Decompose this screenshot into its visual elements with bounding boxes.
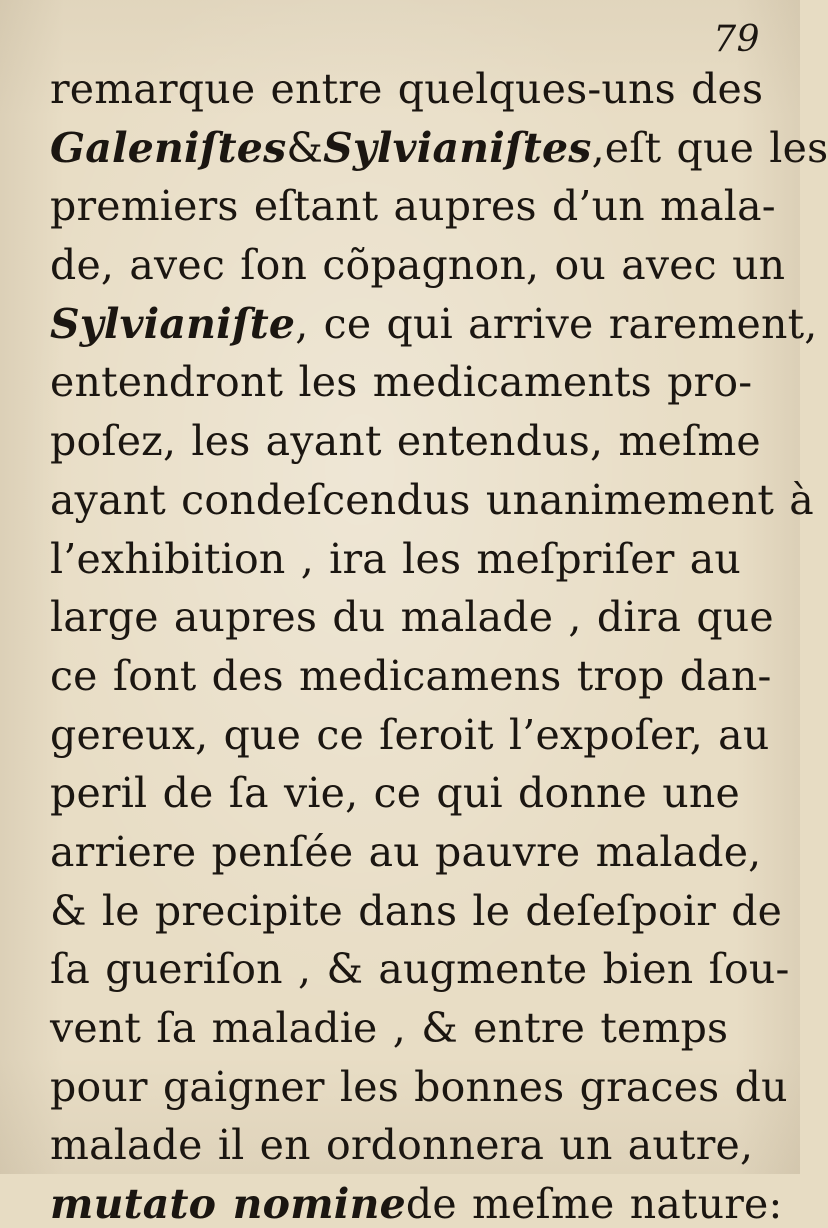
line-17-text: vent ſa maladie , & entre temps — [50, 1004, 729, 1052]
line-1-text: remarque entre quelques-uns des — [50, 65, 764, 113]
text-line-7 — [50, 417, 761, 466]
line-11-text: ce ſont des medicamens trop dan- — [50, 651, 772, 700]
text-line-12 — [50, 710, 770, 759]
text-line-15 — [50, 886, 783, 935]
line-6-text: entendront les medicaments pro- — [50, 358, 753, 407]
line-4-text: de, avec ſon cõpagnon, ou avec un — [50, 241, 786, 290]
line-7-text: poſez, les ayant entendus, meſme — [50, 417, 761, 466]
text-line-18 — [50, 1062, 788, 1111]
text-line-17 — [50, 1005, 758, 1052]
line-10-text: large aupres du malade , dira que — [50, 593, 774, 642]
text-line-3 — [50, 182, 776, 231]
italic-mutato-nomine: mutato nomine — [50, 1180, 406, 1228]
line-8-text: ayant condeſcendus unanimement à — [50, 475, 814, 524]
text-line-6 — [50, 359, 758, 406]
text-block — [50, 65, 828, 1228]
line-5-rest: , ce qui arrive rarement, — [295, 299, 818, 348]
italic-galenistes: Galeniſtes — [50, 123, 287, 172]
line-14-text: arriere penſée au pauvre malade, — [50, 827, 762, 876]
text-line-19 — [50, 1122, 758, 1169]
text-line-8 — [50, 475, 814, 524]
line-12-text: gereux, que ce ſeroit l’expoſer, au — [50, 710, 770, 759]
text-line-5 — [50, 299, 818, 348]
italic-sylvianiste: Sylvianiſte — [50, 299, 296, 348]
line-15-text: & le precipite dans le deſeſpoir de — [50, 886, 783, 935]
text-line-1 — [50, 65, 764, 113]
line-3-text: premiers eſtant aupres d’un mala- — [50, 182, 776, 231]
line-19-text: malade il en ordonnera un autre, — [50, 1121, 754, 1170]
italic-sylvianistes: Sylvianiſtes — [323, 123, 592, 172]
line-13-text: peril de ſa vie, ce qui donne une — [50, 769, 740, 818]
line-20-rest: de meſme nature: — [405, 1180, 783, 1228]
text-line-16 — [50, 945, 790, 994]
line-2-rest: ,eſt que les — [591, 123, 828, 172]
line-2-connector: & — [286, 123, 324, 172]
text-line-9 — [50, 536, 758, 583]
text-line-2 — [50, 123, 828, 172]
line-16-text: ſa gueriſon , & augmente bien ſou- — [50, 945, 790, 994]
text-line-11 — [50, 651, 772, 700]
line-18-text: pour gaigner les bonnes graces du — [50, 1062, 788, 1111]
text-line-13 — [50, 770, 758, 817]
line-9-text: l’exhibition , ira les meſpriſer au — [50, 534, 742, 583]
text-line-10 — [50, 593, 774, 642]
page-number: 79 — [713, 19, 760, 60]
text-line-20 — [50, 1180, 783, 1228]
text-line-4 — [50, 241, 786, 290]
text-line-14 — [50, 827, 762, 876]
